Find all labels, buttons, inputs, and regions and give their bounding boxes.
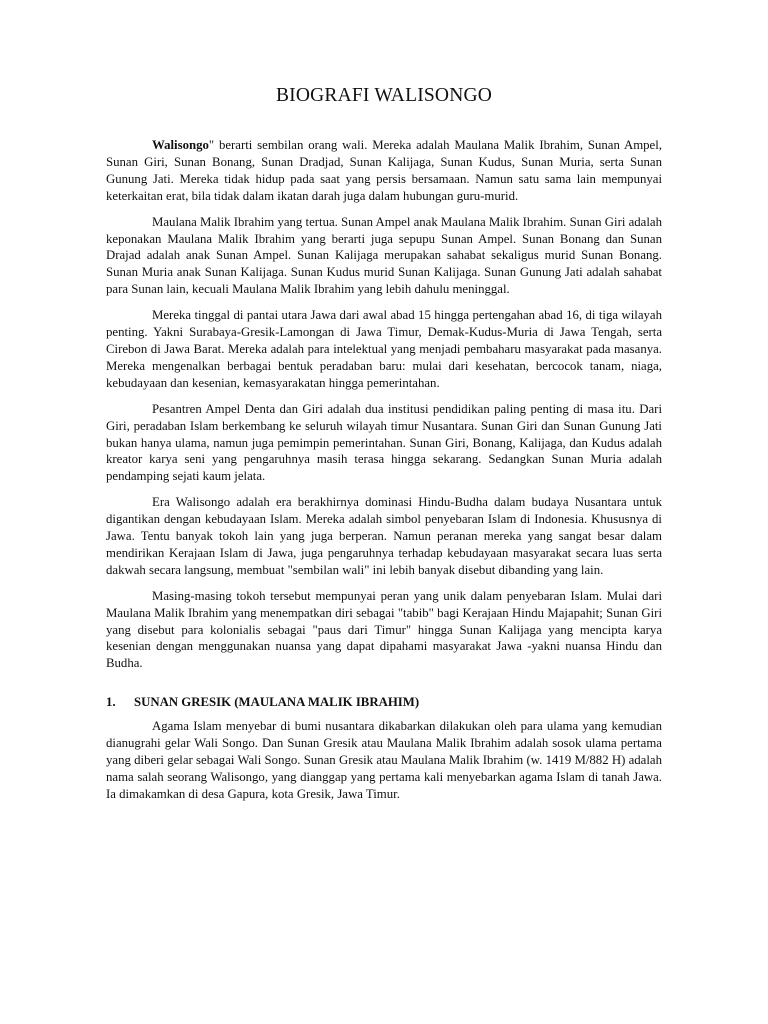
intro-lead-rest: " berarti sembilan orang wali. Mereka adalah Maulana Malik Ibrahim, Sunan Ampel, Sunan Giri, Sunan Bonang, Sunan Dradjad, Sunan Kalijaga, Sunan Kudus, Sunan Muria, serta Sunan Gunung Jati. Mereka tidak hidup pada saat yang persis bersamaan. Namun satu sama lain mempunyai keterkaitan erat, bila tidak dalam ikatan darah juga dalam hubungan guru-murid. [106,138,662,203]
document-body [106,137,662,812]
paragraph-regions: Mereka tinggal di pantai utara Jawa dari awal abad 15 hingga pertengahan abad 16, di tiga wilayah penting. Yakni Surabaya-Gresik-Lamongan di Jawa Timur, Demak-Kudus-Muria di Jawa Tengah, serta Cirebon di Jawa Barat. Mereka adalah para intelektual yang menjadi pembaharu masyarakat pada masanya. Mereka mengenalkan berbagai bentuk peradaban baru: mulai dari kesehatan, bercocok tanam, niaga, kebudayaan dan kesenian, kemasyarakatan hingga pemerintahan. [106,308,662,390]
document-title: BIOGRAFI WALISONGO [275,85,493,106]
intro-paragraph [106,137,662,205]
paragraph-era: Era Walisongo adalah era berakhirnya dominasi Hindu-Budha dalam budaya Nusantara untuk digantikan dengan kebudayaan Islam. Mereka adalah simbol penyebaran Islam di Indonesia. Khususnya di Jawa. Tentu banyak tokoh lain yang juga berperan. Namun peranan mereka yang sangat besar dalam mendirikan Kerajaan Islam di Jawa, juga pengaruhnya terhadap kebudayaan masyarakat secara luas serta dakwah secara langsung, membuat "sembilan wali" ini lebih banyak disebut dibanding yang lain. [106,495,662,577]
section-number: 1. [106,695,116,710]
paragraph-genealogy: Maulana Malik Ibrahim yang tertua. Sunan Ampel anak Maulana Malik Ibrahim. Sunan Giri adalah keponakan Maulana Malik Ibrahim yang berarti juga sepupu Sunan Ampel. Sunan Bonang dan Sunan Drajad adalah anak Sunan Ampel. Sunan Kalijaga merupakan sahabat sekaligus murid Sunan Bonang. Sunan Muria anak Sunan Kalijaga. Sunan Kudus murid Sunan Kalijaga. Sunan Gunung Jati adalah sahabat para Sunan lain, kecuali Maulana Malik Ibrahim yang lebih dahulu meninggal. [106,214,662,297]
paragraph-pesantren: Pesantren Ampel Denta dan Giri adalah dua institusi pendidikan paling penting di masa itu. Dari Giri, peradaban Islam berkembang ke seluruh wilayah timur Nusantara. Sunan Giri dan Sunan Gunung Jati bukan hanya ulama, namun juga pemimpin pemerintahan. Sunan Giri, Bonang, Kalijaga, dan Kudus adalah kreator karya seni yang pengaruhnya masih terasa hingga sekarang. Sedangkan Sunan Muria adalah pendamping sejati kaum jelata. [106,401,662,484]
section-paragraph-sunan-gresik: Agama Islam menyebar di bumi nusantara dikabarkan dilakukan oleh para ulama yang kemudian dianugrahi gelar Wali Songo. Dan Sunan Gresik atau Maulana Malik Ibrahim adalah sosok ulama pertama yang diberi gelar sebagai Wali Songo. Sunan Gresik atau Maulana Malik Ibrahim (w. 1419 M/882 H) adalah nama salah seorang Walisongo, yang dianggap yang pertama kali menyebarkan agama Islam di tanah Jawa. Ia dimakamkan di desa Gapura, kota Gresik, Jawa Timur. [106,719,662,801]
section-heading-sunan-gresik [106,694,662,711]
section-heading-text: SUNAN GRESIK (MAULANA MALIK IBRAHIM) [134,695,420,710]
paragraph-roles: Masing-masing tokoh tersebut mempunyai peran yang unik dalam penyebaran Islam. Mulai dari Maulana Malik Ibrahim yang menempatkan diri sebagai "tabib" bagi Kerajaan Hindu Majapahit; Sunan Giri yang disebut para kolonialis sebagai "paus dari Timur" hingga Sunan Kalijaga yang mencipta karya kesenian dengan menggunakan nuansa yang dapat dipahami masyarakat Jawa -yakni nuansa Hindu dan Budha. [106,588,662,671]
intro-lead-bold: Walisongo [152,138,209,152]
